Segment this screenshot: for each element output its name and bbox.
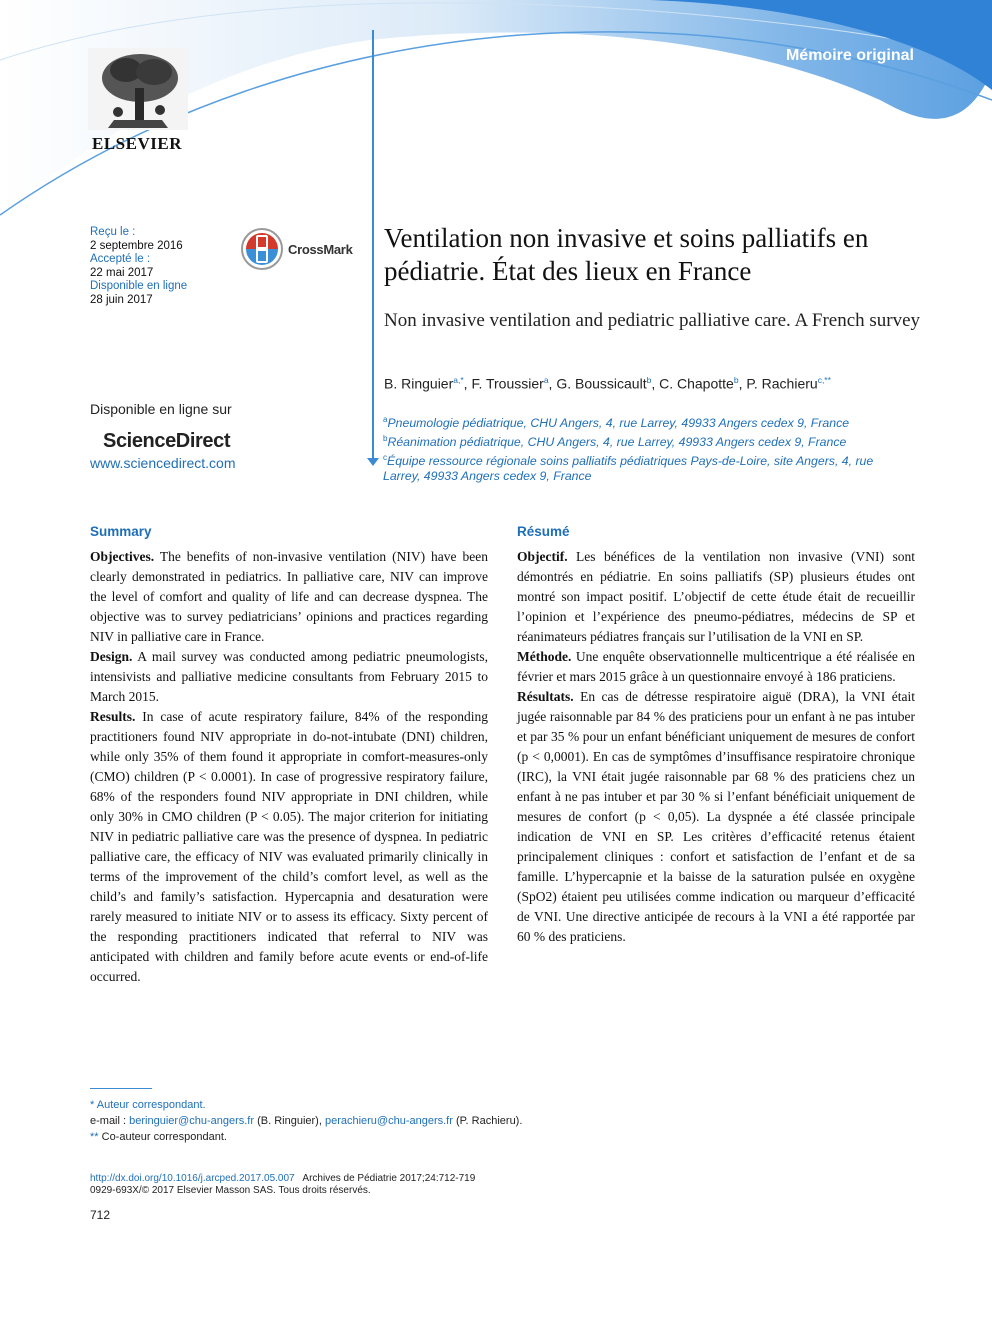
abstract-section-text: In case of acute respiratory failure, 84% of the responding practitioners found NIV appropriate in do-not-intubate (DNI) children, while only 35% of them found it appropriate in comfort-measures-only (CMO) children (P < 0.0001). In case of progressive respiratory failure, 68% of the responders found NIV appropriate in DNI children, while only 30% in CMO children (P < 0.05). The major criterion for initiating NIV in pediatric palliative care was the presence of dyspnea. In pediatric palliative care, the efficacy of NIV was evaluated primarily clinically in terms of the improvement of the child’s comfort level, as well as the child’s and family’s satisfaction. Hypercapnia and desaturation were rarely measured to initiate NIV or to assess its efficacy. Sixty percent of the responding practitioners indicated that referral to NIV was anticipated with children and family before acute events or end-of-life occurred. (90, 709, 488, 984)
article-type-label: Mémoire original (785, 47, 914, 64)
resume-column (517, 523, 915, 947)
author-name: C. Chapotte (659, 375, 734, 392)
resume-heading: Résumé (517, 524, 570, 539)
abstract-section-text: En cas de détresse respiratoire aiguë (DRA), la VNI était jugée raisonnable par 84 % des praticiens pour un enfant à ne pas intuber et par 35 % pour un enfant bénéficiant uniquement de mesures de confort (p < 0,0001). En cas de symptômes d’insuffisance respiratoire chronique (IRC), la VNI était jugée raisonnable par 68 % des praticiens chez un enfant à ne pas intuber et par 30 % si l’enfant bénéficiait uniquement de mesures de confort (p < 0,05). La dyspnée a été classée principale indication de VNI en SP. Les critères d’efficacité retenus étaient principalement cliniques : confort et satisfaction de l’enfant et de sa famille. L’hypercapnie et la baisse de la saturation pulsée en oxygène (SpO2) étaient peu utilisées comme indication ou marqueur d’efficacité de VNI. Une directive anticipée de recours à la VNI a été rapportée par 60 % des praticiens. (517, 689, 915, 944)
author-separator: , (651, 375, 660, 392)
article-title: Ventilation non invasive et soins palliatifs en pédiatrie. État des lieux en France (384, 223, 869, 286)
crossmark-button[interactable] (240, 227, 353, 271)
affiliation-item (383, 431, 893, 450)
affiliation-text: Équipe ressource régionale soins palliatifs pédiatriques Pays-de-Loire, site Angers, 4, rue Larrey, 49933 Angers cedex 9, France (383, 454, 874, 484)
coauthor-note (90, 1129, 522, 1145)
abstract-paragraph (517, 647, 915, 687)
article-dates (90, 226, 187, 307)
affiliation-item (383, 450, 893, 484)
page-number: 712 (90, 1208, 111, 1222)
sciencedirect-logo: ScienceDirect (103, 430, 231, 452)
affiliation-key: a (383, 415, 388, 424)
footnote-rule (90, 1088, 152, 1089)
abstract-section-text: Une enquête observationnelle multicentrique a été réalisée en février et mars 2015 grâce à un questionnaire envoyé à 186 praticiens. (517, 649, 915, 684)
online-date-value: 28 juin 2017 (90, 293, 153, 306)
abstract-section-label: Results. (90, 709, 136, 724)
author-affiliation-marker: a,* (453, 375, 464, 385)
affiliation-text: Pneumologie pédiatrique, CHU Angers, 4, rue Larrey, 49933 Angers cedex 9, France (387, 416, 850, 431)
availability-label: Disponible en ligne sur (90, 401, 232, 417)
abstract-paragraph (90, 647, 488, 707)
email-owner-1: (B. Ringuier), (257, 1115, 322, 1127)
article-subtitle: Non invasive ventilation and pediatric palliative care. A French survey (384, 310, 921, 331)
email-label: e-mail : (90, 1115, 127, 1127)
abstract-section-text: The benefits of non-invasive ventilation (NIV) have been clearly demonstrated in pediatrics. In palliative care, NIV can improve the level of comfort and quality of life and can decrease dyspnea. The objective was to survey pediatricians’ opinions and practices regarding NIV in palliative care in France. (90, 549, 488, 644)
author-separator: , (463, 375, 472, 392)
corresponding-author-note (90, 1097, 522, 1113)
availability-block (90, 401, 236, 471)
author-name: P. Rachieru (746, 375, 818, 392)
coauthor-label: Co-auteur correspondant. (101, 1131, 227, 1143)
summary-column (90, 523, 488, 987)
corresponding-mark: * (90, 1099, 95, 1111)
author-affiliation-marker: b (733, 375, 739, 385)
abstract-section-text: Les bénéfices de la ventilation non invasive (VNI) sont démontrés en pédiatrie. En soins palliatifs (SP) plusieurs études ont montré son impact positif. L’objectif de cette étude était de recueillir l’opinion et l’expérience des pneumo-pédiatres, médecins de SP et réanimateurs pédiatres français sur l’utilisation de la VNI en SP. (517, 549, 915, 644)
affiliation-key: b (383, 434, 388, 444)
online-date-label: Disponible en ligne (90, 280, 188, 292)
crossmark-label: CrossMark (288, 241, 353, 257)
summary-body (90, 547, 488, 987)
abstract-paragraph (517, 547, 915, 647)
crossmark-icon (240, 227, 284, 271)
doi-link[interactable]: http://dx.doi.org/10.1016/j.arcped.2017.05.007 (90, 1173, 295, 1184)
accepted-label: Accepté le : (90, 253, 151, 265)
affiliation-key: c (383, 453, 387, 463)
publisher-name: ELSEVIER (92, 134, 182, 153)
author-affiliation-marker: b (646, 375, 652, 385)
resume-body (517, 547, 915, 947)
divider-arrow-icon (367, 458, 379, 466)
abstract-section-label: Résultats. (517, 689, 574, 704)
abstract-paragraph (90, 547, 488, 647)
author-name: F. Troussier (471, 375, 544, 392)
abstract-paragraph (90, 707, 488, 987)
accepted-value: 22 mai 2017 (90, 266, 154, 279)
author-separator: , (548, 375, 557, 392)
affiliation-list (383, 412, 893, 484)
abstract-section-label: Méthode. (517, 649, 572, 664)
coauthor-mark: ** (90, 1131, 99, 1143)
author-affiliation-marker: a (543, 375, 549, 385)
abstract-section-label: Design. (90, 649, 133, 664)
received-value: 2 septembre 2016 (90, 239, 183, 252)
author-name: G. Boussicault (556, 375, 647, 392)
email-link-2[interactable]: perachieru@chu-angers.fr (324, 1115, 453, 1127)
affiliation-text: Réanimation pédiatrique, CHU Angers, 4, rue Larrey, 49933 Angers cedex 9, France (387, 435, 847, 450)
publication-info (90, 1173, 475, 1197)
abstract-section-label: Objectives. (90, 549, 155, 564)
vertical-divider (372, 30, 374, 462)
received-label: Reçu le : (90, 226, 136, 238)
email-line (90, 1113, 522, 1129)
email-link-1[interactable]: beringuier@chu-angers.fr (129, 1115, 255, 1127)
author-list (384, 375, 831, 392)
author-affiliation-marker: c,** (817, 375, 831, 385)
affiliation-item (383, 412, 893, 431)
abstract-section-text: A mail survey was conducted among pediatric pneumologists, intensivists and palliative medicine consultants from February 2015 to March 2015. (90, 649, 488, 704)
abstract-paragraph (517, 687, 915, 947)
summary-heading: Summary (90, 524, 152, 539)
author-separator: , (738, 375, 747, 392)
author-name: B. Ringuier (384, 375, 454, 392)
footnotes (90, 1097, 522, 1145)
sciencedirect-link[interactable]: www.sciencedirect.com (90, 455, 236, 471)
email-owner-2: (P. Rachieru). (455, 1115, 523, 1127)
abstract-section-label: Objectif. (517, 549, 568, 564)
corresponding-label: Auteur correspondant. (96, 1099, 206, 1111)
copyright-line: 0929-693X/© 2017 Elsevier Masson SAS. Tous droits réservés. (90, 1185, 371, 1196)
journal-citation: Archives de Pédiatrie 2017;24:712-719 (302, 1173, 476, 1184)
